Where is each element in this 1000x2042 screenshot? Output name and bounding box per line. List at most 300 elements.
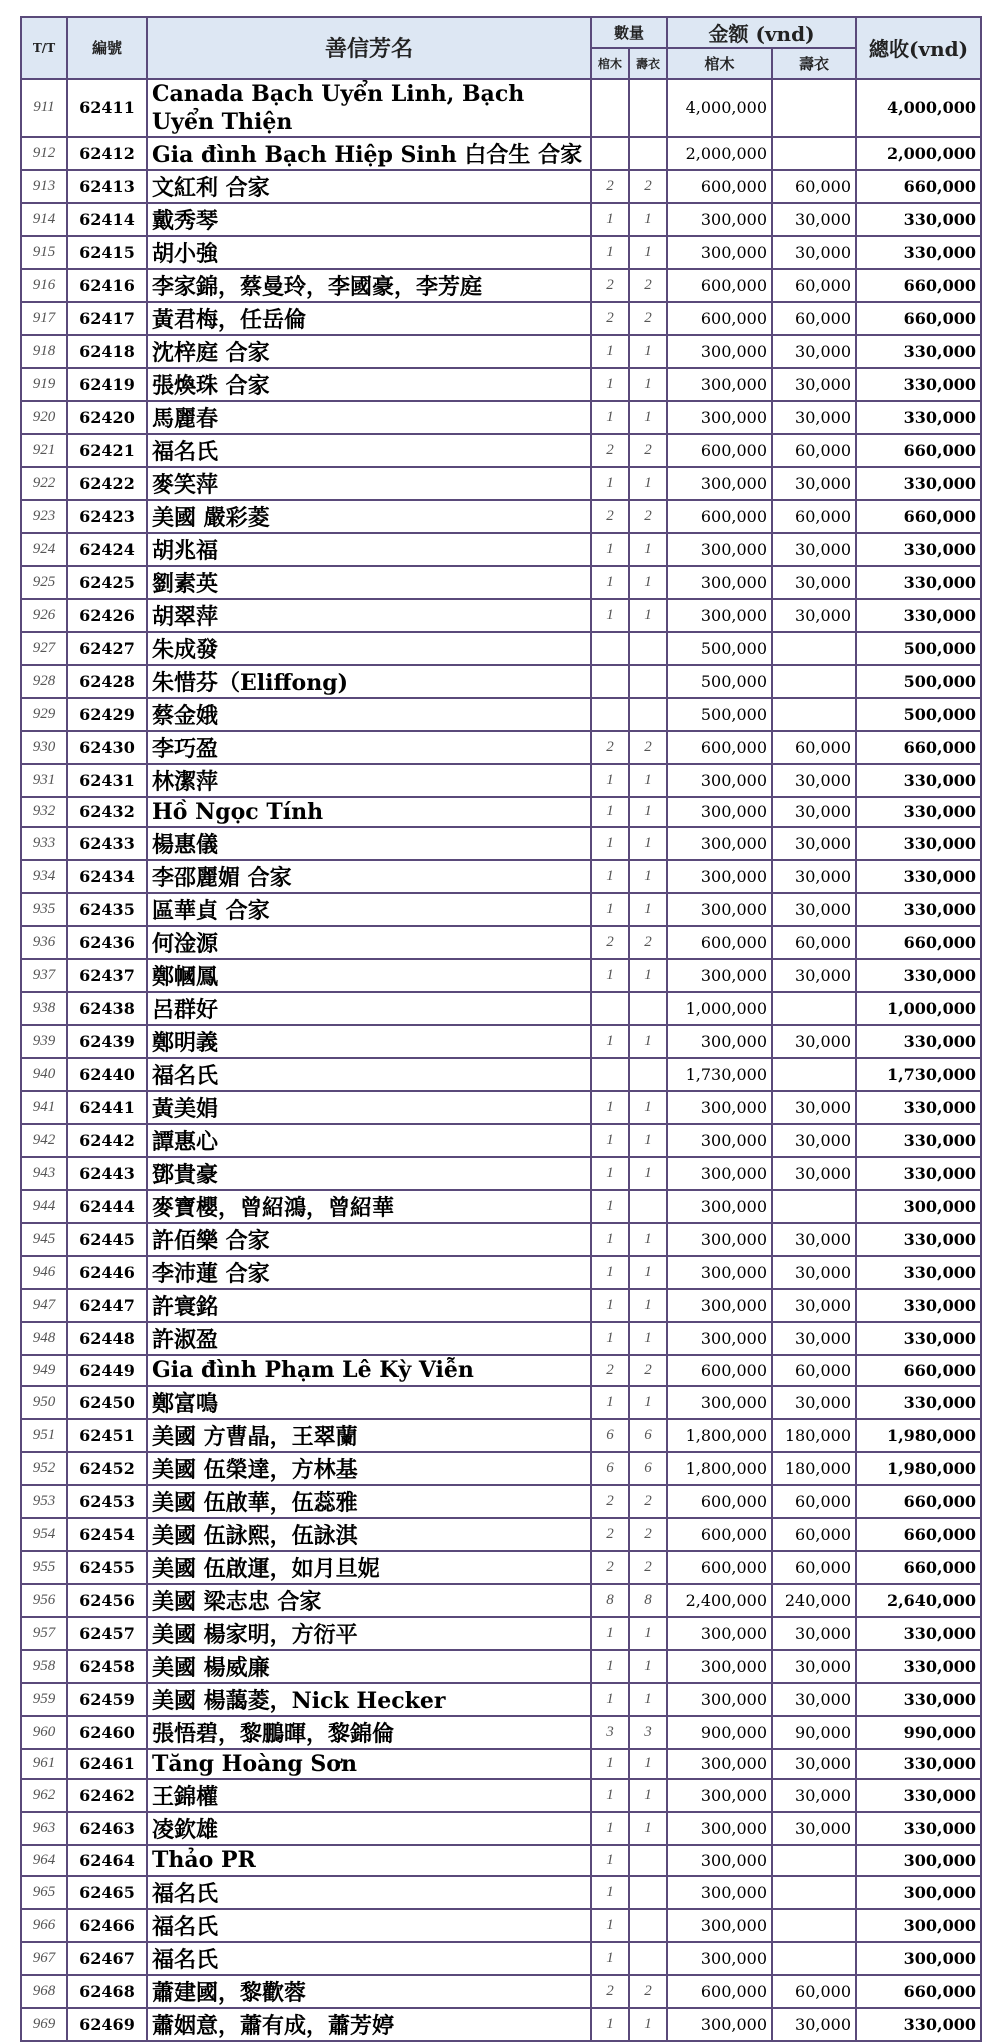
amount-coffin: 600,000	[667, 1485, 772, 1518]
donation-sheet	[20, 16, 980, 2042]
row-number: 62411	[67, 79, 147, 137]
qty-coffin: 1	[591, 368, 629, 401]
qty-coffin	[591, 698, 629, 731]
amount-coffin: 300,000	[667, 1812, 772, 1845]
qty-coffin: 1	[591, 1683, 629, 1716]
table-row	[21, 1289, 981, 1322]
qty-coffin: 1	[591, 959, 629, 992]
qty-robe: 2	[629, 434, 667, 467]
amount-robe: 30,000	[772, 764, 856, 797]
row-index: 952	[21, 1452, 67, 1485]
table-row	[21, 1551, 981, 1584]
amount-robe	[772, 79, 856, 137]
qty-coffin: 1	[591, 1942, 629, 1975]
amount-coffin: 600,000	[667, 500, 772, 533]
table-row	[21, 368, 981, 401]
qty-robe: 1	[629, 533, 667, 566]
donor-name: 張煥珠 合家	[147, 368, 591, 401]
qty-robe: 1	[629, 2008, 667, 2041]
row-index: 919	[21, 368, 67, 401]
amount-coffin: 600,000	[667, 926, 772, 959]
donor-name: 美國 嚴彩菱	[147, 500, 591, 533]
row-number: 62426	[67, 599, 147, 632]
qty-coffin: 1	[591, 401, 629, 434]
amount-robe: 60,000	[772, 269, 856, 302]
qty-coffin: 1	[591, 2008, 629, 2041]
qty-coffin: 1	[591, 827, 629, 860]
qty-robe: 1	[629, 1289, 667, 1322]
row-number: 62462	[67, 1779, 147, 1812]
amount-robe	[772, 632, 856, 665]
row-index: 958	[21, 1650, 67, 1683]
table-row	[21, 959, 981, 992]
header-number: 編號	[67, 17, 147, 79]
row-total: 330,000	[856, 1091, 981, 1124]
donor-name: 胡兆福	[147, 533, 591, 566]
qty-robe: 1	[629, 1091, 667, 1124]
qty-robe: 1	[629, 236, 667, 269]
row-total: 1,730,000	[856, 1058, 981, 1091]
donor-name: 美國 楊威廉	[147, 1650, 591, 1683]
donor-name: 蔡金娥	[147, 698, 591, 731]
donor-name: 朱成發	[147, 632, 591, 665]
table-row	[21, 302, 981, 335]
row-number: 62433	[67, 827, 147, 860]
amount-robe: 60,000	[772, 170, 856, 203]
row-total: 330,000	[856, 467, 981, 500]
row-index: 945	[21, 1223, 67, 1256]
row-number: 62469	[67, 2008, 147, 2041]
qty-robe: 8	[629, 1584, 667, 1617]
row-number: 62442	[67, 1124, 147, 1157]
amount-robe: 30,000	[772, 1157, 856, 1190]
row-total: 660,000	[856, 731, 981, 764]
qty-coffin: 1	[591, 1223, 629, 1256]
amount-coffin: 300,000	[667, 2008, 772, 2041]
row-number: 62429	[67, 698, 147, 731]
row-total: 500,000	[856, 665, 981, 698]
qty-robe: 2	[629, 1518, 667, 1551]
table-row	[21, 1617, 981, 1650]
qty-robe: 1	[629, 401, 667, 434]
amount-coffin: 600,000	[667, 302, 772, 335]
row-number: 62449	[67, 1355, 147, 1386]
row-total: 660,000	[856, 1551, 981, 1584]
row-number: 62425	[67, 566, 147, 599]
header-total: 總收(vnd)	[856, 17, 981, 79]
row-number: 62458	[67, 1650, 147, 1683]
qty-coffin	[591, 79, 629, 137]
qty-robe	[629, 1942, 667, 1975]
table-row	[21, 665, 981, 698]
row-total: 330,000	[856, 827, 981, 860]
amount-coffin: 300,000	[667, 203, 772, 236]
qty-coffin: 2	[591, 302, 629, 335]
qty-robe	[629, 665, 667, 698]
amount-coffin: 300,000	[667, 401, 772, 434]
amount-robe	[772, 992, 856, 1025]
qty-coffin: 2	[591, 1975, 629, 2008]
row-total: 660,000	[856, 1485, 981, 1518]
row-total: 330,000	[856, 335, 981, 368]
table-row	[21, 566, 981, 599]
row-total: 330,000	[856, 566, 981, 599]
row-number: 62435	[67, 893, 147, 926]
row-index: 956	[21, 1584, 67, 1617]
donor-name: 何淦源	[147, 926, 591, 959]
donor-name: 美國 伍詠熙，伍詠淇	[147, 1518, 591, 1551]
qty-robe: 1	[629, 893, 667, 926]
amount-coffin: 300,000	[667, 1683, 772, 1716]
amount-coffin: 300,000	[667, 1223, 772, 1256]
amount-robe: 30,000	[772, 1091, 856, 1124]
amount-coffin: 300,000	[667, 1025, 772, 1058]
row-total: 1,000,000	[856, 992, 981, 1025]
qty-robe	[629, 1909, 667, 1942]
table-row	[21, 1452, 981, 1485]
donor-name: 沈梓庭 合家	[147, 335, 591, 368]
table-row	[21, 1716, 981, 1749]
row-number: 62464	[67, 1845, 147, 1876]
row-total: 300,000	[856, 1845, 981, 1876]
amount-coffin: 300,000	[667, 467, 772, 500]
row-number: 62424	[67, 533, 147, 566]
row-total: 330,000	[856, 893, 981, 926]
table-row	[21, 1025, 981, 1058]
row-number: 62430	[67, 731, 147, 764]
qty-coffin: 1	[591, 1157, 629, 1190]
amount-coffin: 300,000	[667, 959, 772, 992]
amount-coffin: 300,000	[667, 827, 772, 860]
row-index: 955	[21, 1551, 67, 1584]
row-total: 330,000	[856, 1157, 981, 1190]
table-row	[21, 1058, 981, 1091]
qty-robe: 1	[629, 1025, 667, 1058]
qty-robe	[629, 137, 667, 170]
donor-name: 馬麗春	[147, 401, 591, 434]
amount-robe: 30,000	[772, 1322, 856, 1355]
row-total: 330,000	[856, 1124, 981, 1157]
qty-robe: 3	[629, 1716, 667, 1749]
header-donor-name: 善信芳名	[147, 17, 591, 79]
amount-robe: 60,000	[772, 731, 856, 764]
amount-coffin: 500,000	[667, 632, 772, 665]
row-number: 62415	[67, 236, 147, 269]
row-number: 62439	[67, 1025, 147, 1058]
row-number: 62457	[67, 1617, 147, 1650]
row-index: 950	[21, 1386, 67, 1419]
row-index: 913	[21, 170, 67, 203]
donor-name: Gia đình Bạch Hiệp Sinh 白合生 合家	[147, 137, 591, 170]
amount-robe: 60,000	[772, 500, 856, 533]
amount-coffin: 1,800,000	[667, 1452, 772, 1485]
row-index: 964	[21, 1845, 67, 1876]
row-total: 660,000	[856, 500, 981, 533]
amount-coffin: 300,000	[667, 566, 772, 599]
row-index: 926	[21, 599, 67, 632]
row-number: 62451	[67, 1419, 147, 1452]
donor-name: 呂群好	[147, 992, 591, 1025]
row-index: 967	[21, 1942, 67, 1975]
row-total: 300,000	[856, 1876, 981, 1909]
amount-coffin: 300,000	[667, 1289, 772, 1322]
table-row	[21, 401, 981, 434]
row-total: 330,000	[856, 959, 981, 992]
qty-robe: 1	[629, 203, 667, 236]
row-total: 330,000	[856, 203, 981, 236]
row-total: 660,000	[856, 269, 981, 302]
qty-robe: 2	[629, 500, 667, 533]
table-row	[21, 1419, 981, 1452]
qty-coffin	[591, 992, 629, 1025]
qty-robe	[629, 1876, 667, 1909]
amount-coffin: 600,000	[667, 269, 772, 302]
table-row	[21, 1322, 981, 1355]
row-number: 62460	[67, 1716, 147, 1749]
row-number: 62414	[67, 203, 147, 236]
qty-robe: 1	[629, 368, 667, 401]
qty-coffin: 1	[591, 1876, 629, 1909]
row-total: 500,000	[856, 698, 981, 731]
qty-robe	[629, 632, 667, 665]
row-total: 300,000	[856, 1190, 981, 1223]
donor-name: 戴秀琴	[147, 203, 591, 236]
amount-coffin: 600,000	[667, 1975, 772, 2008]
table-row	[21, 170, 981, 203]
row-index: 927	[21, 632, 67, 665]
row-total: 330,000	[856, 1749, 981, 1780]
amount-coffin: 300,000	[667, 236, 772, 269]
qty-coffin: 1	[591, 1025, 629, 1058]
row-index: 911	[21, 79, 67, 137]
table-row	[21, 1223, 981, 1256]
row-index: 966	[21, 1909, 67, 1942]
row-number: 62443	[67, 1157, 147, 1190]
qty-coffin: 1	[591, 1256, 629, 1289]
row-number: 62413	[67, 170, 147, 203]
amount-coffin: 4,000,000	[667, 79, 772, 137]
amount-coffin: 300,000	[667, 1322, 772, 1355]
table-row	[21, 467, 981, 500]
amount-coffin: 1,730,000	[667, 1058, 772, 1091]
amount-robe: 30,000	[772, 1650, 856, 1683]
row-index: 954	[21, 1518, 67, 1551]
row-index: 960	[21, 1716, 67, 1749]
row-number: 62434	[67, 860, 147, 893]
donor-name: Tăng Hoàng Sơn	[147, 1749, 591, 1780]
qty-coffin: 1	[591, 566, 629, 599]
qty-robe	[629, 1845, 667, 1876]
table-row	[21, 335, 981, 368]
amount-coffin: 300,000	[667, 335, 772, 368]
donor-name: 朱惜芬（Eliffong)	[147, 665, 591, 698]
table-row	[21, 1942, 981, 1975]
qty-robe: 1	[629, 1812, 667, 1845]
qty-robe: 2	[629, 1355, 667, 1386]
amount-robe: 60,000	[772, 302, 856, 335]
amount-robe	[772, 698, 856, 731]
amount-coffin: 300,000	[667, 1876, 772, 1909]
table-row	[21, 764, 981, 797]
row-total: 330,000	[856, 236, 981, 269]
amount-coffin: 2,000,000	[667, 137, 772, 170]
row-index: 921	[21, 434, 67, 467]
row-total: 330,000	[856, 1025, 981, 1058]
row-total: 330,000	[856, 533, 981, 566]
row-number: 62421	[67, 434, 147, 467]
donor-name: 胡翠萍	[147, 599, 591, 632]
table-row	[21, 797, 981, 828]
donor-name: 黃君梅，任岳倫	[147, 302, 591, 335]
amount-robe: 30,000	[772, 1289, 856, 1322]
donor-name: 蕭建國，黎歡蓉	[147, 1975, 591, 2008]
amount-robe: 30,000	[772, 1124, 856, 1157]
donor-name: 譚惠心	[147, 1124, 591, 1157]
header-tt: T/T	[21, 17, 67, 79]
donor-name: 李邵麗媚 合家	[147, 860, 591, 893]
qty-coffin: 1	[591, 1289, 629, 1322]
table-row	[21, 2008, 981, 2041]
row-index: 939	[21, 1025, 67, 1058]
donor-name: 區華貞 合家	[147, 893, 591, 926]
qty-robe: 1	[629, 860, 667, 893]
amount-robe: 60,000	[772, 1975, 856, 2008]
amount-robe: 30,000	[772, 959, 856, 992]
row-index: 944	[21, 1190, 67, 1223]
qty-coffin: 1	[591, 1190, 629, 1223]
qty-coffin: 2	[591, 1518, 629, 1551]
row-total: 300,000	[856, 1909, 981, 1942]
qty-coffin	[591, 1058, 629, 1091]
row-total: 660,000	[856, 434, 981, 467]
qty-robe: 2	[629, 269, 667, 302]
row-number: 62440	[67, 1058, 147, 1091]
qty-coffin: 1	[591, 1909, 629, 1942]
table-row	[21, 926, 981, 959]
qty-coffin: 2	[591, 1551, 629, 1584]
donor-name: 美國 伍啟運，如月旦妮	[147, 1551, 591, 1584]
row-index: 946	[21, 1256, 67, 1289]
table-row	[21, 599, 981, 632]
qty-coffin: 2	[591, 500, 629, 533]
amount-coffin: 1,000,000	[667, 992, 772, 1025]
amount-robe: 60,000	[772, 926, 856, 959]
qty-coffin: 8	[591, 1584, 629, 1617]
table-row	[21, 1355, 981, 1386]
table-row	[21, 1518, 981, 1551]
amount-coffin: 300,000	[667, 1749, 772, 1780]
amount-robe	[772, 1190, 856, 1223]
row-total: 660,000	[856, 1518, 981, 1551]
qty-robe: 1	[629, 1683, 667, 1716]
qty-robe: 1	[629, 1617, 667, 1650]
donor-name: 福名氏	[147, 434, 591, 467]
row-index: 928	[21, 665, 67, 698]
row-total: 330,000	[856, 1289, 981, 1322]
row-total: 1,980,000	[856, 1452, 981, 1485]
header-quantity: 數量	[591, 17, 667, 48]
row-index: 935	[21, 893, 67, 926]
table-row	[21, 236, 981, 269]
row-index: 925	[21, 566, 67, 599]
row-index: 914	[21, 203, 67, 236]
donor-name: 林潔萍	[147, 764, 591, 797]
amount-coffin: 300,000	[667, 1091, 772, 1124]
row-number: 62468	[67, 1975, 147, 2008]
row-total: 660,000	[856, 1355, 981, 1386]
row-index: 933	[21, 827, 67, 860]
amount-coffin: 300,000	[667, 1256, 772, 1289]
amount-robe: 30,000	[772, 1223, 856, 1256]
amount-coffin: 300,000	[667, 1386, 772, 1419]
amount-coffin: 1,800,000	[667, 1419, 772, 1452]
qty-robe: 1	[629, 1650, 667, 1683]
donor-name: Gia đình Phạm Lê Kỳ Viễn	[147, 1355, 591, 1386]
amount-robe	[772, 665, 856, 698]
row-index: 932	[21, 797, 67, 828]
table-row	[21, 1845, 981, 1876]
amount-coffin: 600,000	[667, 1355, 772, 1386]
qty-coffin: 1	[591, 1779, 629, 1812]
amount-robe	[772, 1909, 856, 1942]
row-index: 961	[21, 1749, 67, 1780]
amount-robe: 240,000	[772, 1584, 856, 1617]
row-number: 62446	[67, 1256, 147, 1289]
row-total: 300,000	[856, 1942, 981, 1975]
amount-robe: 60,000	[772, 1551, 856, 1584]
qty-robe: 6	[629, 1452, 667, 1485]
row-index: 922	[21, 467, 67, 500]
table-row	[21, 269, 981, 302]
header-amount-coffin: 棺木	[667, 48, 772, 79]
table-row	[21, 1190, 981, 1223]
donor-name: 鄭幗鳳	[147, 959, 591, 992]
row-number: 62417	[67, 302, 147, 335]
row-index: 962	[21, 1779, 67, 1812]
row-index: 969	[21, 2008, 67, 2041]
row-index: 936	[21, 926, 67, 959]
qty-robe: 1	[629, 797, 667, 828]
qty-coffin: 1	[591, 1386, 629, 1419]
row-index: 934	[21, 860, 67, 893]
qty-coffin: 6	[591, 1452, 629, 1485]
amount-coffin: 300,000	[667, 764, 772, 797]
donor-name: 美國 伍啟華，伍蕊雅	[147, 1485, 591, 1518]
qty-robe: 2	[629, 170, 667, 203]
amount-robe: 30,000	[772, 1256, 856, 1289]
qty-robe	[629, 1058, 667, 1091]
amount-coffin: 300,000	[667, 860, 772, 893]
row-number: 62431	[67, 764, 147, 797]
donor-name: 凌欽雄	[147, 1812, 591, 1845]
donor-name: 黃美娟	[147, 1091, 591, 1124]
qty-coffin: 2	[591, 434, 629, 467]
qty-coffin: 2	[591, 170, 629, 203]
row-number: 62436	[67, 926, 147, 959]
amount-robe: 30,000	[772, 2008, 856, 2041]
donor-name: 福名氏	[147, 1876, 591, 1909]
row-number: 62463	[67, 1812, 147, 1845]
donor-name: 蕭姻意，蕭有成，蕭芳婷	[147, 2008, 591, 2041]
table-row	[21, 698, 981, 731]
qty-coffin: 2	[591, 269, 629, 302]
amount-coffin: 300,000	[667, 1845, 772, 1876]
amount-robe: 90,000	[772, 1716, 856, 1749]
amount-coffin: 900,000	[667, 1716, 772, 1749]
row-index: 953	[21, 1485, 67, 1518]
amount-robe: 30,000	[772, 599, 856, 632]
qty-coffin: 2	[591, 1485, 629, 1518]
